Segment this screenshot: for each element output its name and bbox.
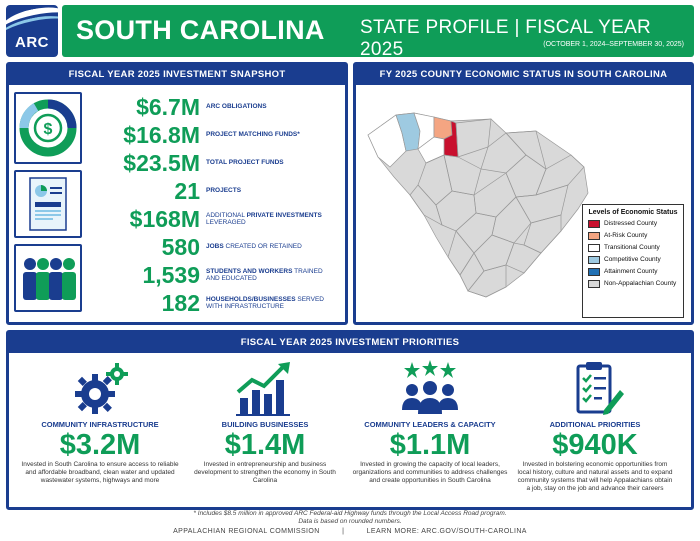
header-banner	[62, 5, 694, 60]
legend-swatch	[588, 268, 600, 276]
stat-value: $16.8M	[123, 121, 200, 148]
stat-label: ARC OBLIGATIONS	[206, 103, 267, 111]
footnote	[0, 510, 700, 526]
legend-label: At-Risk County	[604, 232, 648, 239]
snapshot-stat	[88, 290, 324, 316]
stat-label: PROJECTS	[206, 187, 242, 195]
learn-more-link[interactable]: LEARN MORE: ARC.GOV/SOUTH-CAROLINA	[366, 528, 527, 535]
priority-amount: $1.1M	[389, 429, 471, 461]
legend-swatch	[588, 256, 600, 264]
legend-label: Distressed County	[604, 220, 658, 227]
legend-label: Attainment County	[604, 268, 658, 275]
legend-swatch	[588, 220, 600, 228]
legend-item	[588, 220, 678, 228]
stat-value: $23.5M	[123, 149, 200, 176]
legend-item	[588, 268, 678, 276]
clipboard-checklist-icon	[560, 360, 630, 418]
fiscal-year-dates: (OCTOBER 1, 2024–SEPTEMBER 30, 2025)	[543, 41, 684, 48]
stat-value: $168M	[129, 205, 200, 232]
stat-value: 580	[161, 233, 200, 260]
footer-bar	[0, 528, 700, 535]
legend-swatch	[588, 280, 600, 288]
snapshot-stat	[88, 234, 324, 260]
legend-label: Transitional County	[604, 244, 660, 251]
legend-item	[588, 232, 678, 240]
funding-icon-tile	[14, 92, 82, 164]
snapshot-stat	[88, 262, 324, 288]
legend-label: Competitive County	[604, 256, 661, 263]
people-icon-tile	[14, 244, 82, 312]
legend-swatch	[588, 232, 600, 240]
stat-label: ADDITIONAL PRIVATE INVESTMENTS LEVERAGED	[206, 211, 322, 226]
growth-chart-icon	[230, 360, 300, 418]
state-profile-label: STATE PROFILE | FISCAL YEAR 2025	[360, 17, 652, 60]
snapshot-stat	[88, 178, 324, 204]
priority-community-infrastructure	[20, 360, 180, 485]
county-at-risk	[434, 117, 452, 139]
footnote-line-1: * Includes $8.5 million in approved ARC Federal-aid Highway funds through the Local Access Road program.	[193, 510, 507, 517]
legend-item	[588, 256, 678, 264]
people-group-icon	[16, 246, 80, 310]
snapshot-stat	[88, 150, 324, 176]
priority-amount: $940K	[552, 429, 638, 461]
priority-additional	[515, 360, 675, 493]
stat-label: PROJECT MATCHING FUNDS*	[206, 131, 300, 139]
legend-swatch	[588, 244, 600, 252]
stat-value: 182	[161, 289, 200, 316]
priority-building-businesses	[185, 360, 345, 485]
priority-community-leaders	[350, 360, 510, 485]
footer-divider: |	[342, 528, 345, 535]
priority-description: Invested in entrepreneurship and business development to strengthen the economy in South Carolina	[194, 461, 336, 484]
priority-description: Invested in bolstering economic opportunities from local history, culture and natural assets and to expand community systems that will help Appalachians obtain a job, stay on the job and advance their careers	[517, 461, 673, 492]
stat-label: JOBS CREATED OR RETAINED	[206, 243, 302, 251]
snapshot-stat	[88, 206, 324, 232]
priority-amount: $3.2M	[59, 429, 141, 461]
map-legend	[582, 204, 684, 318]
dollar-pie-icon	[16, 94, 80, 162]
snapshot-stat	[88, 122, 324, 148]
priority-description: Invested in South Carolina to ensure access to reliable and affordable broadband, clean water and updated wastewater systems, highways and more	[21, 461, 179, 484]
legend-item	[588, 280, 678, 288]
priority-title: ADDITIONAL PRIORITIES	[549, 420, 641, 429]
community-leaders-icon	[390, 360, 470, 418]
priority-title: BUILDING BUSINESSES	[221, 420, 309, 429]
legend-label: Non-Appalachian County	[604, 280, 677, 287]
stat-value: 1,539	[142, 261, 200, 288]
snapshot-title: FISCAL YEAR 2025 INVESTMENT SNAPSHOT	[9, 65, 345, 85]
svg-text:$: $	[43, 121, 53, 138]
priority-description: Invested in growing the capacity of local leaders, organizations and communities to address challenges and create opportunities in South Carolina	[352, 461, 508, 484]
arc-logo	[6, 5, 58, 57]
priority-amount: $1.4M	[224, 429, 306, 461]
logo-text: ARC	[15, 34, 49, 51]
stat-value: 21	[174, 177, 200, 204]
legend-items	[588, 220, 678, 288]
stat-label: HOUSEHOLDS/BUSINESSES SERVED WITH INFRASTRUCTURE	[206, 295, 324, 310]
priorities-title: FISCAL YEAR 2025 INVESTMENT PRIORITIES	[9, 333, 691, 353]
priority-title: COMMUNITY LEADERS & CAPACITY	[364, 420, 496, 429]
stat-label: TOTAL PROJECT FUNDS	[206, 159, 284, 167]
stat-value: $6.7M	[136, 93, 200, 120]
gears-icon	[65, 360, 135, 418]
report-document-icon	[16, 172, 80, 236]
legend-item	[588, 244, 678, 252]
legend-title: Levels of Economic Status	[588, 209, 678, 216]
projects-icon-tile	[14, 170, 82, 238]
state-name: SOUTH CAROLINA	[76, 15, 325, 45]
map-title: FY 2025 COUNTY ECONOMIC STATUS IN SOUTH CAROLINA	[356, 65, 691, 85]
footnote-line-2: Data is based on rounded numbers.	[298, 518, 402, 525]
org-name: APPALACHIAN REGIONAL COMMISSION	[173, 528, 320, 535]
priority-title: COMMUNITY INFRASTRUCTURE	[41, 420, 159, 429]
snapshot-stat	[88, 94, 324, 120]
stat-label: STUDENTS AND WORKERS TRAINED AND EDUCATED	[206, 267, 323, 282]
